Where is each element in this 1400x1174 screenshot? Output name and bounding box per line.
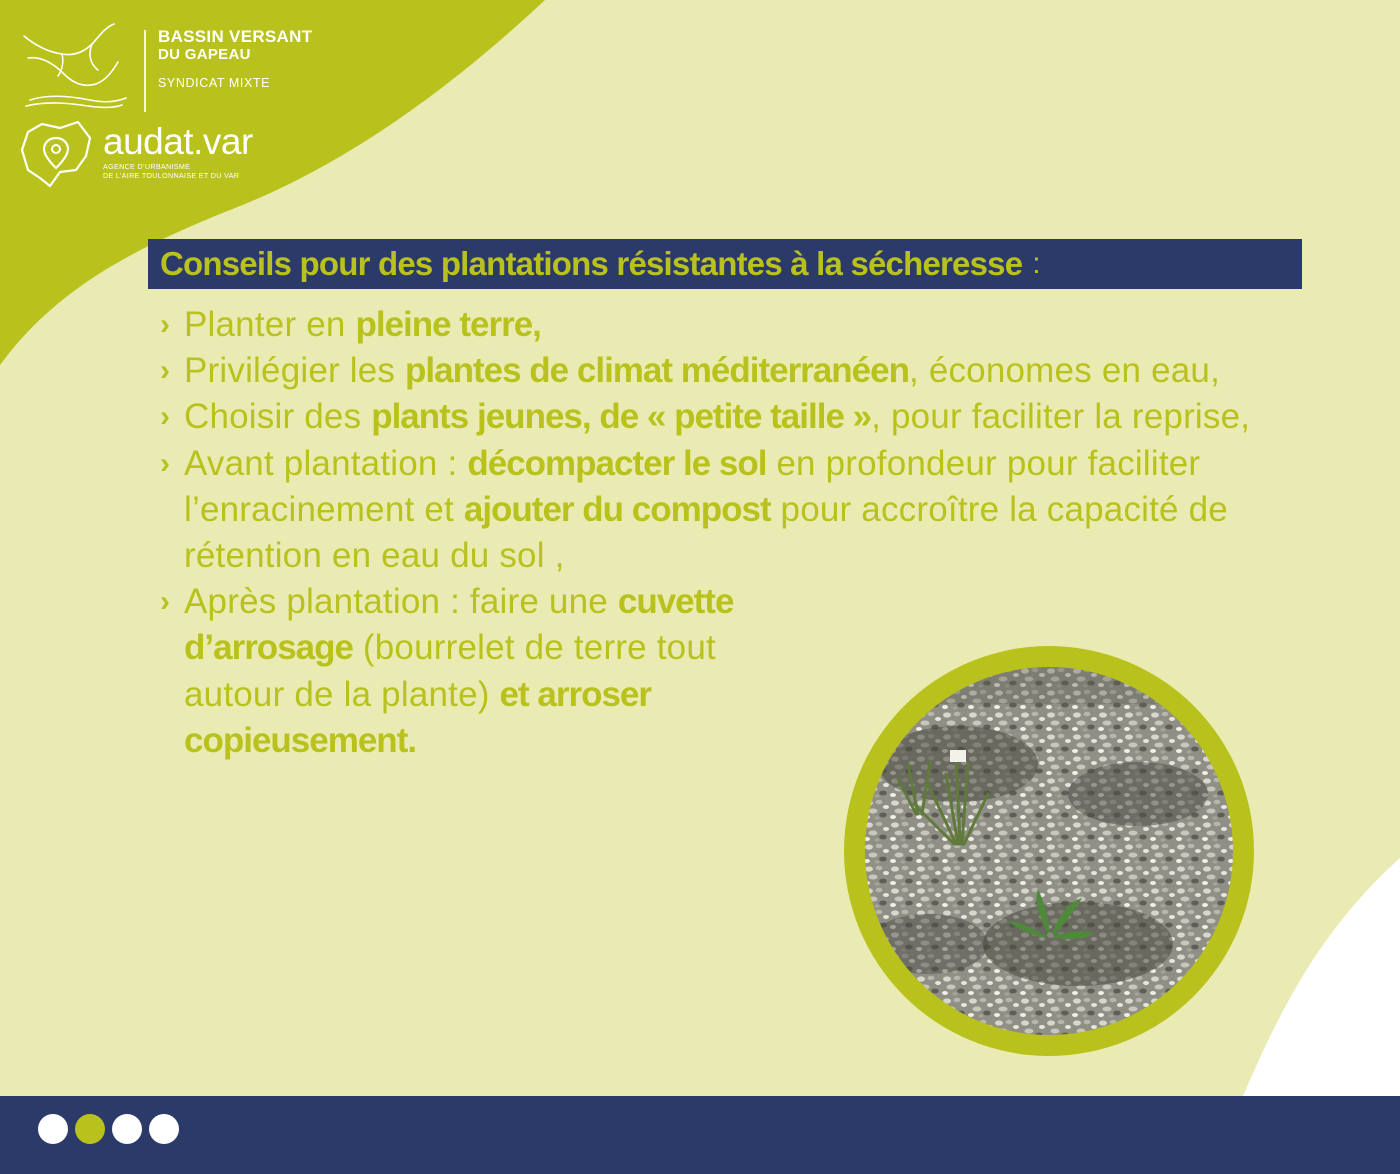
advice-highlight: plantes de climat méditerranéen bbox=[405, 351, 909, 391]
audat-tagline-line2: DE L’AIRE TOULONNAISE ET DU VAR bbox=[103, 171, 240, 180]
audat-tagline-line1: AGENCE D’URBANISME bbox=[103, 162, 191, 171]
bassin-versant-line2: DU GAPEAU bbox=[158, 46, 251, 63]
advice-text: Privilégier les bbox=[184, 351, 406, 391]
page-title-colon: : bbox=[1032, 247, 1041, 280]
audat-var-logo bbox=[20, 120, 320, 192]
audat-var-name: audat.var bbox=[103, 121, 253, 162]
map-pin-region-icon bbox=[20, 120, 92, 190]
advice-text: Planter en bbox=[184, 305, 356, 344]
advice-item bbox=[158, 579, 824, 764]
syndicat-mixte-label: SYNDICAT MIXTE bbox=[158, 76, 271, 90]
advice-item bbox=[158, 348, 1318, 394]
chevron-right-icon: › bbox=[160, 308, 171, 341]
advice-text: en profondeur pour faciliter l’enracinement et bbox=[184, 443, 1201, 529]
chevron-right-icon: › bbox=[160, 400, 171, 434]
advice-item bbox=[158, 394, 1318, 440]
advice-text: pour accroître la capacité de rétention en eau du sol , bbox=[184, 489, 1228, 576]
chevron-right-icon: › bbox=[160, 354, 171, 388]
planting-photo-illustration bbox=[838, 644, 1260, 1058]
advice-highlight: ajouter du compost bbox=[463, 489, 771, 529]
bassin-versant-line1: BASSIN VERSANT bbox=[158, 27, 313, 46]
advice-highlight: et arroser copieusement. bbox=[184, 674, 652, 760]
bassin-versant-logo bbox=[18, 18, 318, 118]
advice-highlight: cuvette d’arrosage bbox=[184, 582, 734, 668]
page-title: Conseils pour des plantations résistantes à la sécheresse bbox=[160, 245, 1023, 282]
advice-text: , économes en eau, bbox=[908, 351, 1220, 391]
advice-text: , pour faciliter la reprise, bbox=[871, 397, 1251, 437]
pagination-dot[interactable] bbox=[38, 1114, 68, 1144]
advice-highlight: plants jeunes, de « petite taille » bbox=[371, 397, 872, 437]
chevron-right-icon: › bbox=[160, 585, 171, 619]
planting-photo bbox=[838, 644, 1260, 1058]
audat-var-tagline bbox=[103, 162, 239, 180]
pagination-dots bbox=[38, 1114, 179, 1144]
footer-bar bbox=[0, 1096, 1400, 1174]
pagination-dot-active[interactable] bbox=[75, 1114, 105, 1144]
logo-divider bbox=[144, 30, 146, 112]
advice-text: Choisir des bbox=[184, 397, 372, 437]
pagination-dot[interactable] bbox=[149, 1114, 179, 1144]
bassin-versant-title bbox=[158, 28, 312, 64]
pagination-dot[interactable] bbox=[112, 1114, 142, 1144]
page-title-bar bbox=[148, 239, 1302, 289]
advice-text: Après plantation : faire une bbox=[184, 582, 618, 622]
chevron-right-icon: › bbox=[160, 446, 171, 480]
advice-item bbox=[158, 302, 1318, 348]
advice-text: Avant plantation : bbox=[184, 443, 468, 483]
bird-river-logo-icon bbox=[18, 18, 130, 114]
advice-highlight: décompacter le sol bbox=[467, 443, 767, 483]
advice-text: (bourrelet de terre tout autour de la plante) bbox=[184, 628, 716, 714]
advice-item bbox=[158, 441, 1318, 580]
advice-highlight: pleine terre, bbox=[355, 305, 541, 344]
